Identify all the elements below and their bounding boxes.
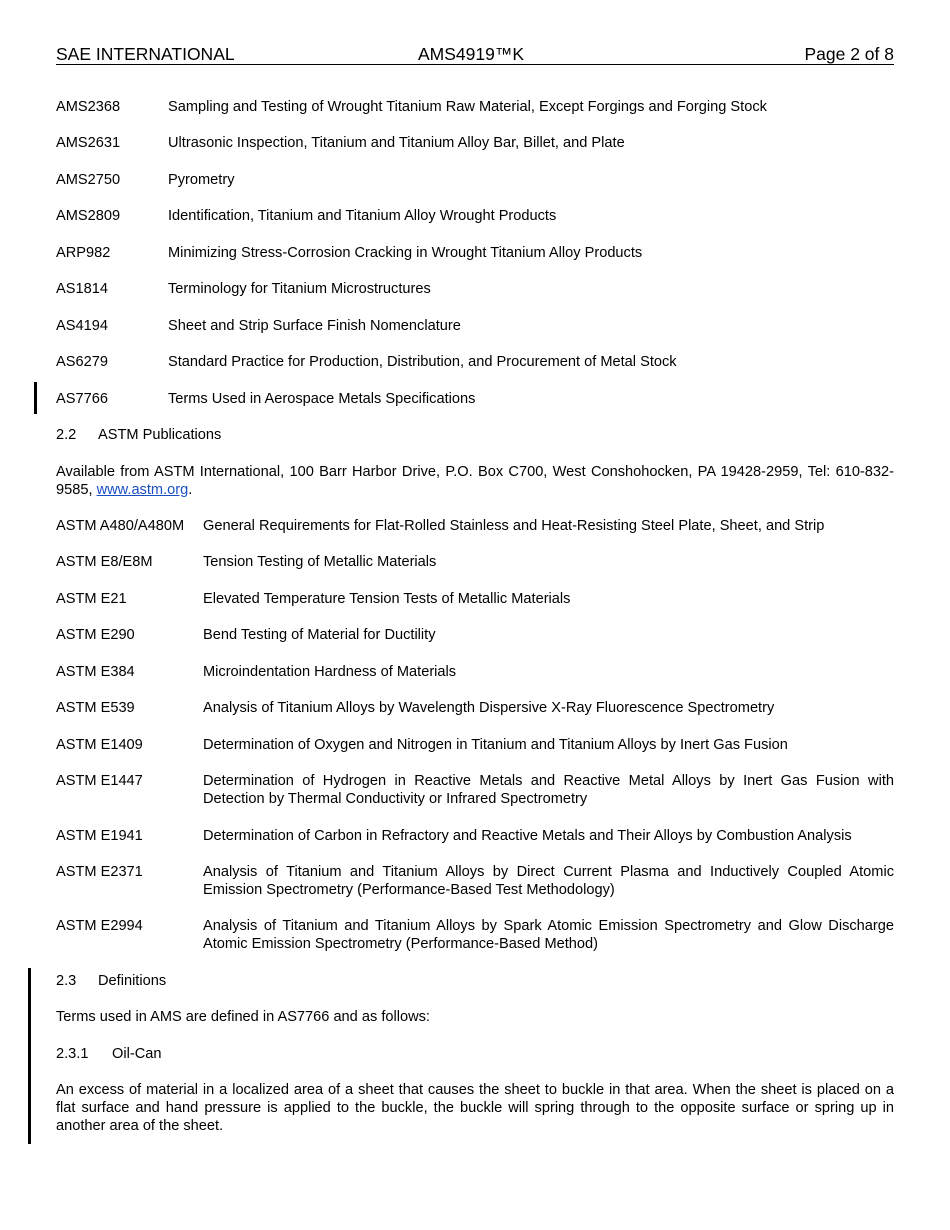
section-title: ASTM Publications: [98, 427, 222, 443]
revision-change-bar: [28, 968, 31, 1144]
reference-title: Sampling and Testing of Wrought Titanium Raw Material, Except Forgings and Forging Stock: [168, 99, 767, 115]
reference-title: Determination of Carbon in Refractory and Reactive Metals and Their Alloys by Combustion Analysis: [203, 828, 852, 844]
section-title: Oil-Can: [112, 1046, 162, 1062]
availability-text: Available from ASTM International, 100 Barr Harbor Drive, P.O. Box C700, West Conshohocken, PA 19428-2959, Tel: 610-832-9585,: [56, 464, 894, 498]
reference-code: AMS2368: [56, 99, 121, 115]
reference-code: ASTM E1941: [56, 828, 143, 844]
reference-code: ASTM E539: [56, 700, 135, 716]
reference-title: Analysis of Titanium and Titanium Alloys by Direct Current Plasma and Inductively Coupled Atomic Emission Spectrometry (Performance-Based Test Methodology): [203, 864, 894, 898]
reference-title: Pyrometry: [168, 172, 235, 188]
reference-title: Bend Testing of Material for Ductility: [203, 627, 436, 643]
definitions-intro: Terms used in AMS are defined in AS7766 and as follows:: [56, 1009, 430, 1025]
reference-code: AMS2631: [56, 135, 121, 151]
reference-code: AMS2809: [56, 208, 121, 224]
revision-change-bar: [34, 382, 37, 414]
reference-title: Analysis of Titanium Alloys by Wavelength Dispersive X-Ray Fluorescence Spectrometry: [203, 700, 775, 716]
reference-code: ARP982: [56, 245, 111, 261]
reference-title: Terms Used in Aerospace Metals Specifications: [168, 391, 476, 407]
reference-title: Microindentation Hardness of Materials: [203, 664, 457, 680]
astm-website-link[interactable]: www.astm.org: [96, 482, 189, 498]
reference-code: ASTM E8/E8M: [56, 554, 153, 570]
reference-code: AS6279: [56, 354, 108, 370]
astm-availability-paragraph: [56, 463, 894, 499]
reference-title: Elevated Temperature Tension Tests of Metallic Materials: [203, 591, 571, 607]
header-page-number: Page 2 of 8: [804, 44, 894, 64]
section-heading-2-3-1: [56, 1045, 161, 1063]
section-title: Definitions: [98, 973, 167, 989]
reference-title: Sheet and Strip Surface Finish Nomenclature: [168, 318, 461, 334]
reference-title: Standard Practice for Production, Distribution, and Procurement of Metal Stock: [168, 354, 677, 370]
header-doc-id: AMS4919™K: [418, 44, 525, 64]
header-org: SAE INTERNATIONAL: [56, 44, 235, 64]
section-heading-2-2: [56, 426, 221, 444]
reference-code: AS1814: [56, 281, 108, 297]
reference-code: AS7766: [56, 391, 108, 407]
reference-title: Ultrasonic Inspection, Titanium and Titanium Alloy Bar, Billet, and Plate: [168, 135, 625, 151]
reference-code: ASTM E2994: [56, 918, 143, 934]
reference-title: General Requirements for Flat-Rolled Stainless and Heat-Resisting Steel Plate, Sheet, and Strip: [203, 518, 825, 534]
reference-code: ASTM E21: [56, 591, 127, 607]
reference-code: ASTM E1447: [56, 773, 143, 789]
reference-code: ASTM E2371: [56, 864, 143, 880]
oil-can-definition: An excess of material in a localized area of a sheet that causes the sheet to buckle in that area. When the sheet is placed on a flat surface and hand pressure is applied to the buckle, the buckle will spring through to the opposite surface or spring up in another area of the sheet.: [56, 1082, 894, 1134]
reference-code: ASTM E384: [56, 664, 135, 680]
reference-code: ASTM E290: [56, 627, 135, 643]
availability-trailing: .: [188, 482, 193, 498]
reference-code: AS4194: [56, 318, 108, 334]
reference-title: Determination of Hydrogen in Reactive Metals and Reactive Metal Alloys by Inert Gas Fusion with Detection by Thermal Conductivity or Infrared Spectrometry: [203, 773, 894, 807]
reference-code: AMS2750: [56, 172, 121, 188]
page-header: [56, 44, 894, 65]
reference-title: Tension Testing of Metallic Materials: [203, 554, 437, 570]
reference-title: Identification, Titanium and Titanium Alloy Wrought Products: [168, 208, 557, 224]
section-heading-2-3: [56, 972, 166, 990]
reference-title: Minimizing Stress-Corrosion Cracking in Wrought Titanium Alloy Products: [168, 245, 643, 261]
section-number: 2.3.1: [56, 1046, 89, 1062]
reference-title: Terminology for Titanium Microstructures: [168, 281, 431, 297]
section-number: 2.2: [56, 427, 77, 443]
reference-title: Determination of Oxygen and Nitrogen in Titanium and Titanium Alloys by Inert Gas Fusion: [203, 737, 788, 753]
reference-code: ASTM A480/A480M: [56, 518, 185, 534]
reference-code: ASTM E1409: [56, 737, 143, 753]
section-number: 2.3: [56, 973, 77, 989]
reference-title: Analysis of Titanium and Titanium Alloys by Spark Atomic Emission Spectrometry and Glow Discharge Atomic Emission Spectrometry (Performance-Based Method): [203, 918, 894, 952]
